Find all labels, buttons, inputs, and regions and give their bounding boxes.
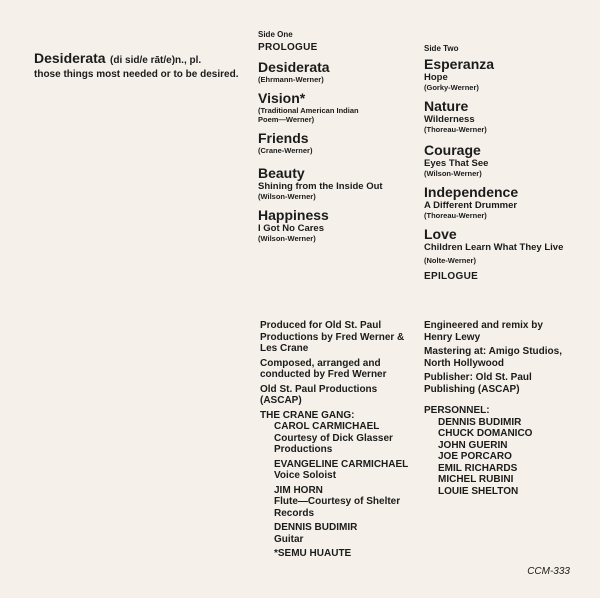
track-courage bbox=[424, 142, 584, 178]
personnel-name: JOE PORCARO bbox=[438, 451, 512, 462]
credits-right bbox=[424, 320, 574, 497]
member-role: Guitar bbox=[274, 533, 304, 545]
track-title: Courage bbox=[424, 142, 481, 158]
track-credit: (Traditional American Indian Poem—Werner) bbox=[258, 106, 359, 124]
track-credit: (Wilson-Werner) bbox=[258, 192, 316, 201]
side-two bbox=[424, 44, 584, 282]
personnel-name: JOHN GUERIN bbox=[438, 439, 508, 451]
definition-word: Desiderata bbox=[34, 50, 106, 66]
produced-credit: Produced for Old St. Paul Productions by Fred Werner & Les Crane bbox=[260, 320, 405, 354]
track-credit: (Crane-Werner) bbox=[258, 146, 313, 155]
member-role: Voice Soloist bbox=[274, 470, 337, 481]
member-name: DENNIS BUDIMIR bbox=[274, 522, 358, 533]
personnel-name: LOUIE SHELTON bbox=[438, 485, 519, 497]
track-desiderata bbox=[258, 59, 408, 84]
member-role: Flute—Courtesy of Shelter Records bbox=[274, 496, 401, 519]
crane-gang-member bbox=[260, 485, 418, 520]
credits-left bbox=[260, 320, 418, 560]
crane-gang-member bbox=[260, 421, 418, 456]
track-title: Independence bbox=[424, 184, 519, 200]
track-title: Esperanza bbox=[424, 56, 495, 72]
track-subtitle: Hope bbox=[424, 72, 448, 83]
track-credit: (Thoreau-Werner) bbox=[424, 125, 487, 134]
composed-credit: Composed, arranged and conducted by Fred Werner bbox=[260, 357, 387, 380]
track-friends bbox=[258, 130, 408, 155]
side-two-label: Side Two bbox=[424, 44, 459, 53]
track-credit: (Thoreau-Werner) bbox=[424, 211, 487, 220]
track-title: Desiderata bbox=[258, 59, 330, 75]
catalog-number: CCM-333 bbox=[527, 566, 570, 577]
track-beauty bbox=[258, 165, 408, 201]
member-name: JIM HORN bbox=[274, 484, 323, 496]
track-nature bbox=[424, 98, 584, 134]
definition-block bbox=[34, 50, 254, 81]
side-one bbox=[258, 30, 408, 249]
track-independence bbox=[424, 184, 584, 220]
publisher-credit: Publisher: Old St. Paul Publishing (ASCAP) bbox=[424, 372, 532, 395]
track-subtitle: Shining from the Inside Out bbox=[258, 181, 383, 192]
member-name: CAROL CARMICHAEL bbox=[274, 421, 380, 432]
epilogue: EPILOGUE bbox=[424, 271, 479, 282]
track-title: Happiness bbox=[258, 207, 329, 223]
personnel-name: EMIL RICHARDS bbox=[438, 462, 518, 474]
personnel-name: DENNIS BUDIMIR bbox=[438, 416, 522, 428]
track-subtitle: Eyes That See bbox=[424, 158, 489, 169]
personnel-name: MICHEL RUBINI bbox=[438, 474, 514, 485]
track-title: Beauty bbox=[258, 165, 305, 181]
track-credit: (Wilson-Werner) bbox=[424, 169, 482, 178]
footnote: *SEMU HUAUTE bbox=[274, 548, 352, 559]
crane-gang-member bbox=[260, 459, 418, 482]
track-title: Vision* bbox=[258, 90, 306, 106]
track-credit: (Ehrmann-Werner) bbox=[258, 75, 324, 84]
definition-meaning: those things most needed or to be desired. bbox=[34, 69, 239, 80]
track-credit: (Nolte-Werner) bbox=[424, 256, 476, 265]
track-credit: (Gorky-Werner) bbox=[424, 83, 479, 92]
track-title: Friends bbox=[258, 130, 309, 146]
track-subtitle: I Got No Cares bbox=[258, 223, 324, 234]
track-vision bbox=[258, 90, 408, 124]
personnel-name: CHUCK DOMANICO bbox=[438, 428, 533, 439]
prologue: PROLOGUE bbox=[258, 42, 318, 53]
engineered-credit: Engineered and remix by Henry Lewy bbox=[424, 320, 543, 343]
mastering-credit: Mastering at: Amigo Studios, North Hollywood bbox=[424, 346, 562, 369]
track-title: Nature bbox=[424, 98, 469, 114]
track-love bbox=[424, 226, 584, 265]
crane-gang-member bbox=[260, 522, 418, 545]
track-esperanza bbox=[424, 56, 584, 92]
member-role: Courtesy of Dick Glasser Productions bbox=[274, 432, 393, 455]
side-one-label: Side One bbox=[258, 30, 293, 39]
track-subtitle: A Different Drummer bbox=[424, 200, 518, 211]
productions-credit: Old St. Paul Productions (ASCAP) bbox=[260, 383, 378, 406]
crane-gang-label: THE CRANE GANG: bbox=[260, 409, 355, 421]
personnel-label: PERSONNEL: bbox=[424, 405, 490, 416]
definition-pronunciation: (di sid/e rāt/e)n., pl. bbox=[110, 55, 202, 66]
track-subtitle: Wilderness bbox=[424, 114, 475, 125]
member-name: EVANGELINE CARMICHAEL bbox=[274, 458, 409, 470]
track-credit: (Wilson-Werner) bbox=[258, 234, 316, 243]
track-subtitle: Children Learn What They Live bbox=[424, 242, 564, 253]
track-happiness bbox=[258, 207, 408, 243]
track-title: Love bbox=[424, 226, 457, 242]
personnel-list bbox=[424, 417, 574, 498]
